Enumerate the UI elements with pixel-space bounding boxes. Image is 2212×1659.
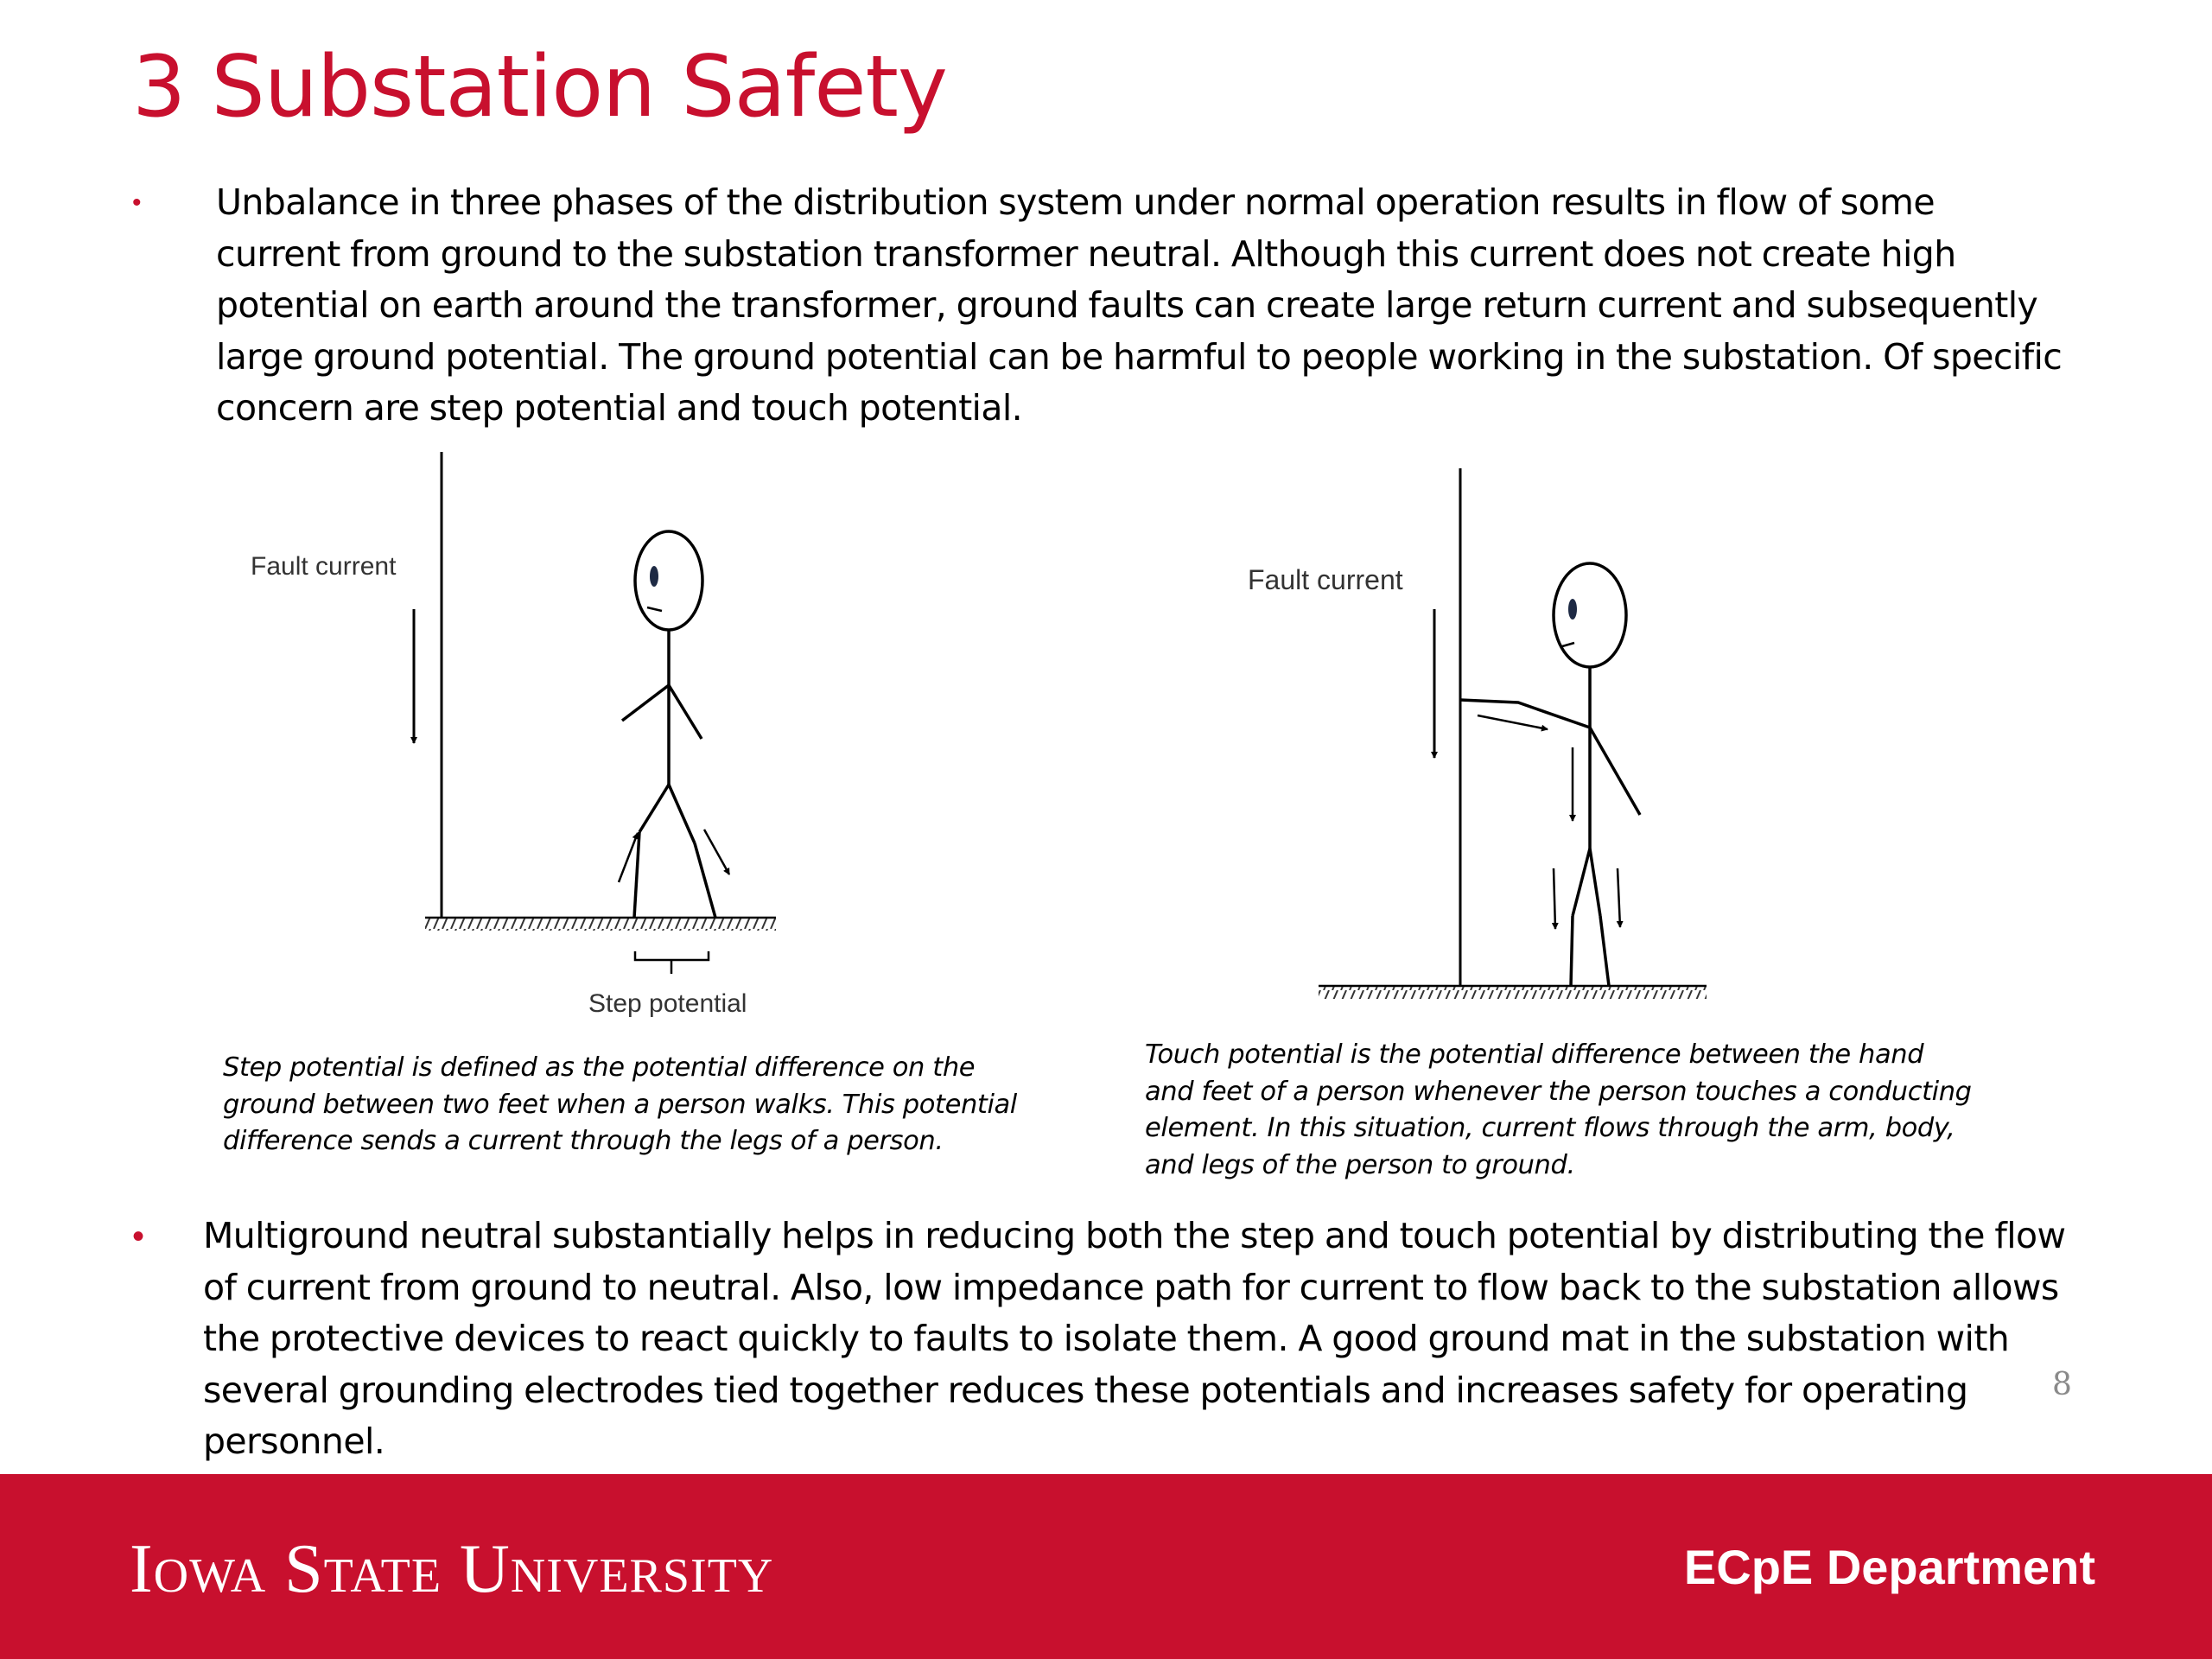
department-name: ECpE Department bbox=[1683, 1540, 2095, 1594]
footer-bar bbox=[0, 1474, 2212, 1659]
page-number: 8 bbox=[2052, 1367, 2072, 1402]
touch-potential-svg bbox=[1227, 458, 1745, 1015]
fault-current-label: Fault current bbox=[1248, 564, 1403, 595]
slide-title: 3 Substation Safety bbox=[132, 38, 947, 137]
touch-potential-caption: Touch potential is the potential difference between the hand and feet of a person whenever the person touches a conducting element. In this situation, current flows through the arm, body, and legs of the person to ground. bbox=[1145, 1039, 1972, 1180]
step-potential-label: Step potential bbox=[588, 989, 747, 1018]
bullet-marker: • bbox=[132, 1217, 145, 1255]
current-arrow-right-leg bbox=[1618, 868, 1620, 927]
eye bbox=[650, 566, 658, 587]
bullet-text: Unbalance in three phases of the distribution system under normal operation results in flow of some current from ground to the substation transformer neutral. Although this current does not create high potential on earth around the transformer, ground faults can create large return current and subsequently large ground potential. The ground potential can be harmful to people working in the substation. Of specific concern are step potential and touch potential. bbox=[216, 181, 2063, 429]
step-potential-caption: Step potential is defined as the potential difference on the ground between two feet when a person walks. This potential difference sends a current through the legs of a person. bbox=[223, 1052, 1017, 1156]
bullet-text: Multiground neutral substantially helps in reducing both the step and touch potential by distributing the flow of current from ground to neutral. Also, low impedance path for current to flow back to the substation allows the protective devices to react quickly to faults to isolate them. A good ground mat in the substation with several grounding electrodes tied together reduces these potentials and increases safety for operating personnel. bbox=[203, 1215, 2066, 1463]
eye bbox=[1568, 599, 1577, 620]
ground-hatching bbox=[1319, 987, 1707, 999]
university-logo: Iowa State University bbox=[130, 1531, 774, 1607]
stick-figure bbox=[622, 531, 715, 918]
step-potential-bracket bbox=[635, 951, 709, 974]
step-potential-diagram bbox=[242, 445, 795, 1028]
current-arrow-left-leg bbox=[1554, 868, 1555, 929]
current-arrow-up bbox=[619, 833, 638, 882]
bullet-item bbox=[132, 177, 2068, 435]
current-arrow-down bbox=[704, 830, 729, 874]
bullet-item bbox=[132, 1211, 2068, 1468]
current-arrow-arm bbox=[1478, 715, 1548, 729]
step-potential-svg bbox=[242, 445, 795, 1028]
ground-hatching bbox=[425, 918, 776, 931]
touch-potential-diagram bbox=[1227, 458, 1745, 1015]
fault-current-label: Fault current bbox=[251, 552, 397, 581]
stick-figure bbox=[1460, 563, 1640, 986]
bullet-marker: • bbox=[132, 188, 142, 217]
